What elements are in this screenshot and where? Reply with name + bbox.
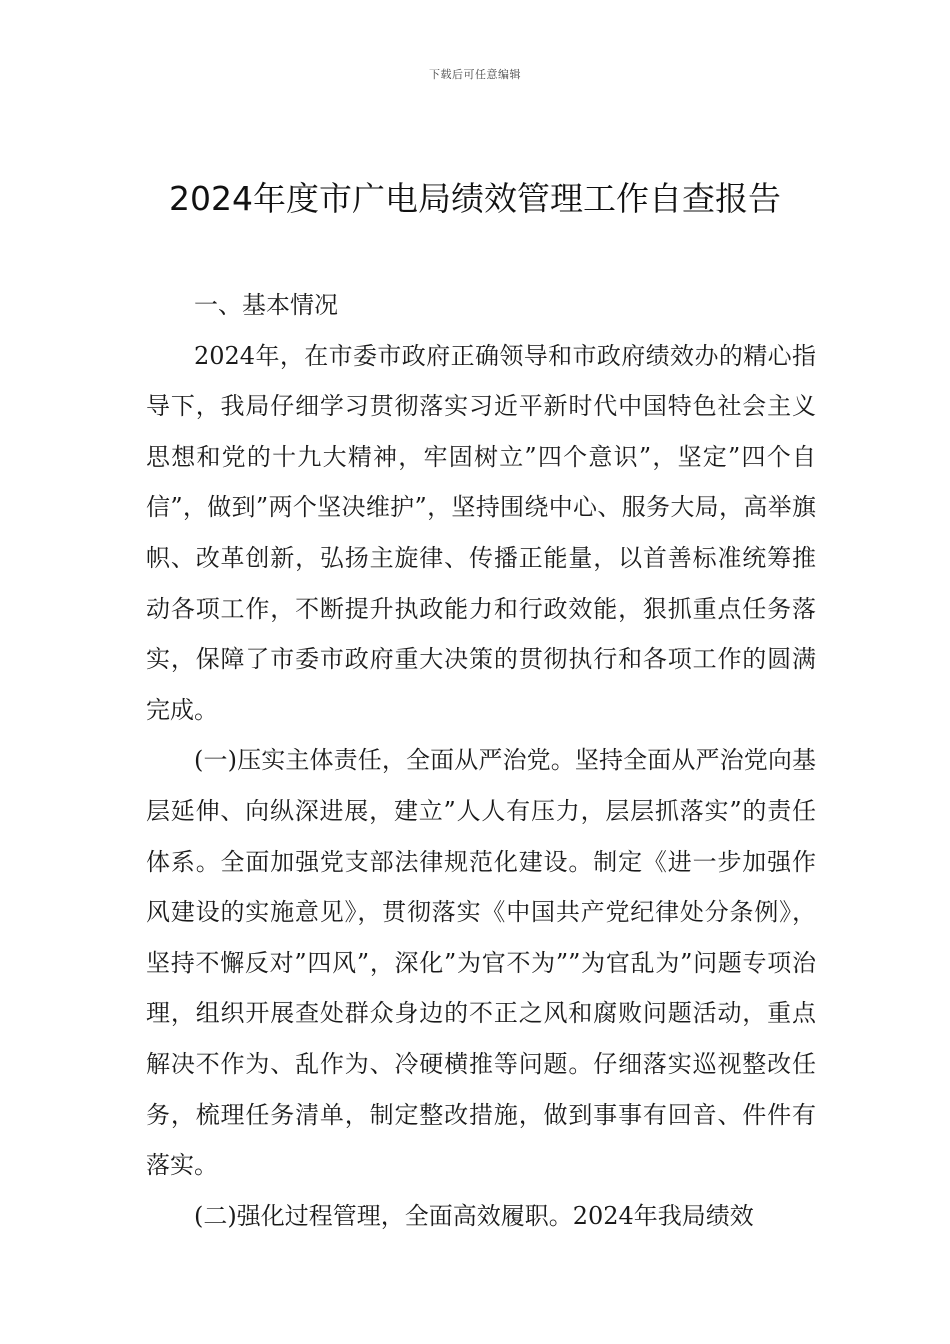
- section-heading-basic-situation: 一、基本情况: [194, 291, 338, 319]
- page-title: 2024年度市广电局绩效管理工作自查报告: [169, 179, 781, 218]
- header-note: 下载后可任意编辑: [429, 68, 521, 81]
- document-body: [146, 280, 816, 1241]
- paragraph-responsibility: (一)压实主体责任，全面从严治党。坚持全面从严治党向基层延伸、向纵深进展，建立”人人有压力，层层抓落实”的责任体系。全面加强党支部法律规范化建设。制定《进一步加强作风建设的实施意见》，贯彻落实《中国共产党纪律处分条例》，坚持不懈反对”四风”，深化”为官不为””为官乱为”问题专项治理，组织开展查处群众身边的不正之风和腐败问题活动，重点解决不作为、乱作为、冷硬横推等问题。仔细落实巡视整改任务，梳理任务清单，制定整改措施，做到事事有回音、件件有落实。: [146, 746, 816, 1180]
- paragraph-process-management: (二)强化过程管理，全面高效履职。2024年我局绩效: [194, 1201, 754, 1230]
- paragraph-overview: 2024年，在市委市政府正确领导和市政府绩效办的精心指导下，我局仔细学习贯彻落实习近平新时代中国特色社会主义思想和党的十九大精神，牢固树立”四个意识”，坚定”四个自信”，做到”两个坚决维护”，坚持围绕中心、服务大局，高举旗帜、改革创新，弘扬主旋律、传播正能量，以首善标准统筹推动各项工作，不断提升执政能力和行政效能，狠抓重点任务落实，保障了市委市政府重大决策的贯彻执行和各项工作的圆满完成。: [146, 341, 816, 724]
